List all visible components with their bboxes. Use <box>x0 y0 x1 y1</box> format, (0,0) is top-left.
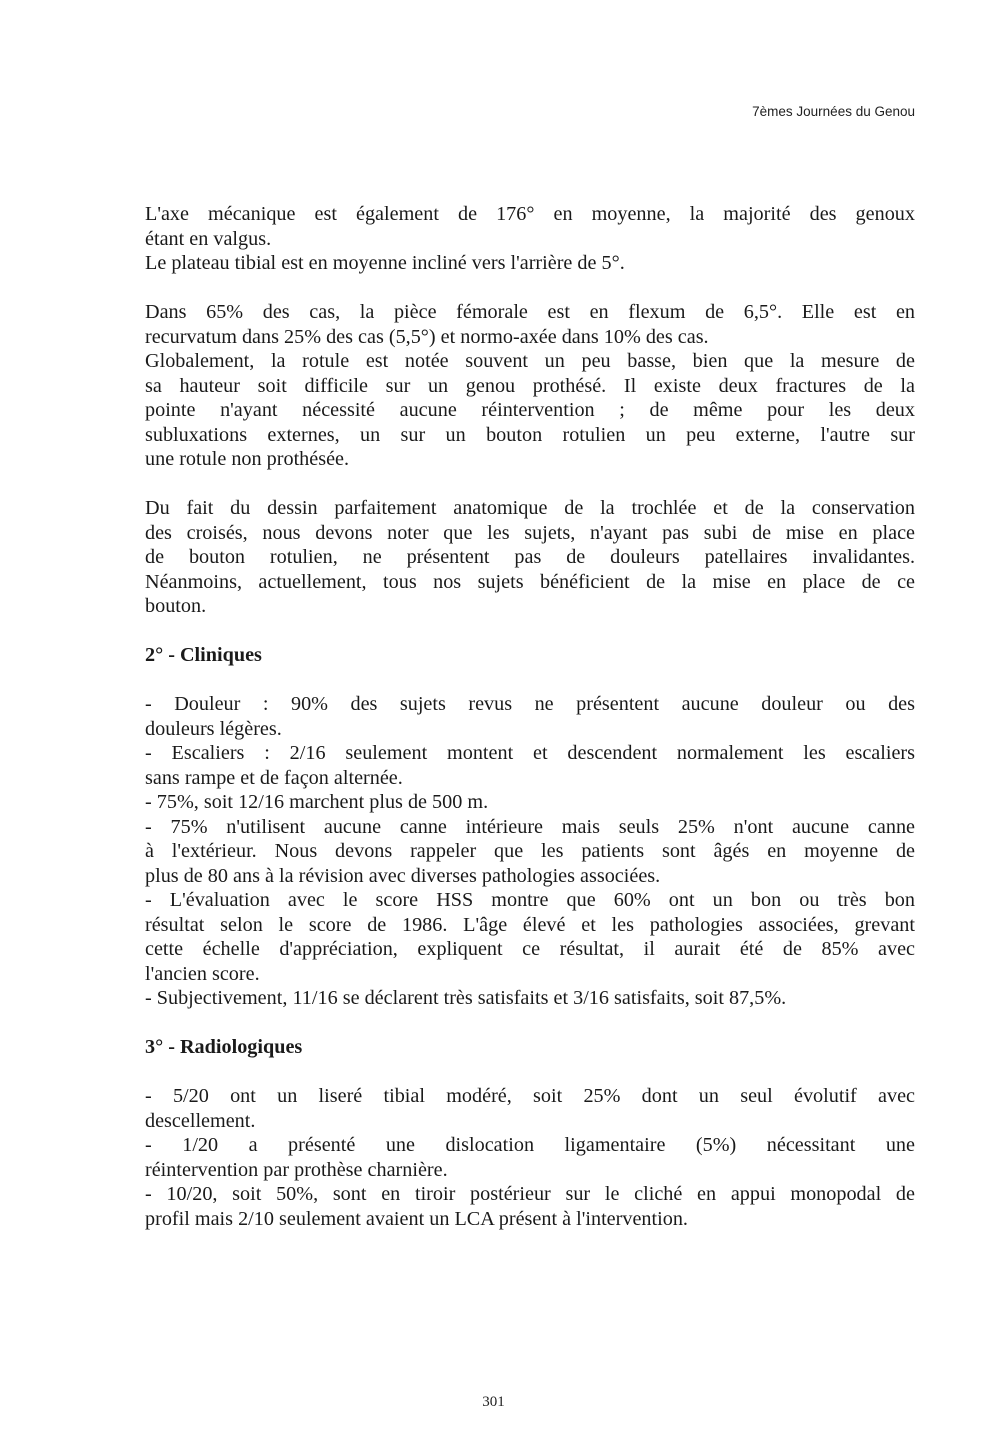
text-line: des croisés, nous devons noter que les sujets, n'ayant pas subi de mise en place <box>145 521 915 544</box>
text-line: - 75%, soit 12/16 marchent plus de 500 m. <box>145 791 489 813</box>
section-heading-radiologiques: 3° - Radiologiques <box>145 1036 303 1058</box>
text-line: - 10/20, soit 50%, sont en tiroir postérieur sur le cliché en appui monopodal de <box>145 1183 915 1205</box>
paragraph-mechanical-axis <box>145 202 915 276</box>
text-line: - Douleur : 90% des sujets revus ne présentent aucune douleur ou des <box>145 693 915 715</box>
text-line: Le plateau tibial est en moyenne incliné vers l'arrière de 5°. <box>145 252 625 274</box>
text-line: l'ancien score. <box>145 962 260 985</box>
text-line: - 5/20 ont un liseré tibial modéré, soit 25% dont un seul évolutif avec <box>145 1085 915 1107</box>
paragraph-gap <box>145 472 915 497</box>
text-line: Du fait du dessin parfaitement anatomique de la trochlée et de la conservation <box>145 497 915 519</box>
running-header: 7èmes Journées du Genou <box>752 104 915 119</box>
section-body-cliniques <box>145 692 915 1011</box>
text-line: à l'extérieur. Nous devons rappeler que les patients sont âgés en moyenne de <box>145 840 915 862</box>
text-line: descellement. <box>145 1109 256 1132</box>
text-line: - 1/20 a présenté une dislocation ligamentaire (5%) nécessitant une <box>145 1134 915 1156</box>
page-number: 301 <box>482 1394 505 1410</box>
text-line: sans rampe et de façon alternée. <box>145 766 403 789</box>
text-line: étant en valgus. <box>145 227 272 250</box>
text-line: réintervention par prothèse charnière. <box>145 1158 448 1181</box>
text-line: Dans 65% des cas, la pièce fémorale est en flexum de 6,5°. Elle est en <box>145 301 915 323</box>
section-body-radiologiques <box>145 1084 915 1231</box>
text-line: profil mais 2/10 seulement avaient un LCA présent à l'intervention. <box>145 1207 688 1230</box>
text-line: de bouton rotulien, ne présentent pas de douleurs patellaires invalidantes. <box>145 546 915 568</box>
text-line: Globalement, la rotule est notée souvent un peu basse, bien que la mesure de <box>145 350 915 372</box>
paragraph-gap <box>145 1060 915 1085</box>
text-line: - Subjectivement, 11/16 se déclarent très satisfaits et 3/16 satisfaits, soit 87,5%. <box>145 987 787 1009</box>
paragraph-gap <box>145 668 915 693</box>
text-line: pointe n'ayant nécessité aucune réintervention ; de même pour les deux <box>145 399 915 421</box>
text-line: résultat selon le score de 1986. L'âge élevé et les pathologies associées, grevant <box>145 913 915 936</box>
text-line: plus de 80 ans à la révision avec diverses pathologies associées. <box>145 864 661 887</box>
paragraph-gap <box>145 619 915 644</box>
text-line: recurvatum dans 25% des cas (5,5°) et normo-axée dans 10% des cas. <box>145 325 709 348</box>
paragraph-gap <box>145 276 915 301</box>
text-line: - 75% n'utilisent aucune canne intérieure mais seuls 25% n'ont aucune canne <box>145 815 915 838</box>
paragraph-femoral-piece <box>145 300 915 472</box>
section-heading-cliniques: 2° - Cliniques <box>145 644 262 666</box>
paragraph-trochlea <box>145 496 915 619</box>
text-line: subluxations externes, un sur un bouton rotulien un peu externe, l'autre sur <box>145 423 915 446</box>
text-line: - L'évaluation avec le score HSS montre que 60% ont un bon ou très bon <box>145 889 915 911</box>
text-line: douleurs légères. <box>145 717 282 740</box>
text-line: bouton. <box>145 595 207 617</box>
paragraph-gap <box>145 1011 915 1036</box>
text-line: sa hauteur soit difficile sur un genou prothésé. Il existe deux fractures de la <box>145 374 915 397</box>
text-line: Néanmoins, actuellement, tous nos sujets bénéficient de la mise en place de ce <box>145 570 915 593</box>
body-text <box>145 202 915 1231</box>
text-line: - Escaliers : 2/16 seulement montent et descendent normalement les escaliers <box>145 742 915 764</box>
text-line: une rotule non prothésée. <box>145 448 350 470</box>
text-line: L'axe mécanique est également de 176° en moyenne, la majorité des genoux <box>145 203 915 225</box>
text-line: cette échelle d'appréciation, expliquent ce résultat, il aurait été de 85% avec <box>145 938 915 960</box>
